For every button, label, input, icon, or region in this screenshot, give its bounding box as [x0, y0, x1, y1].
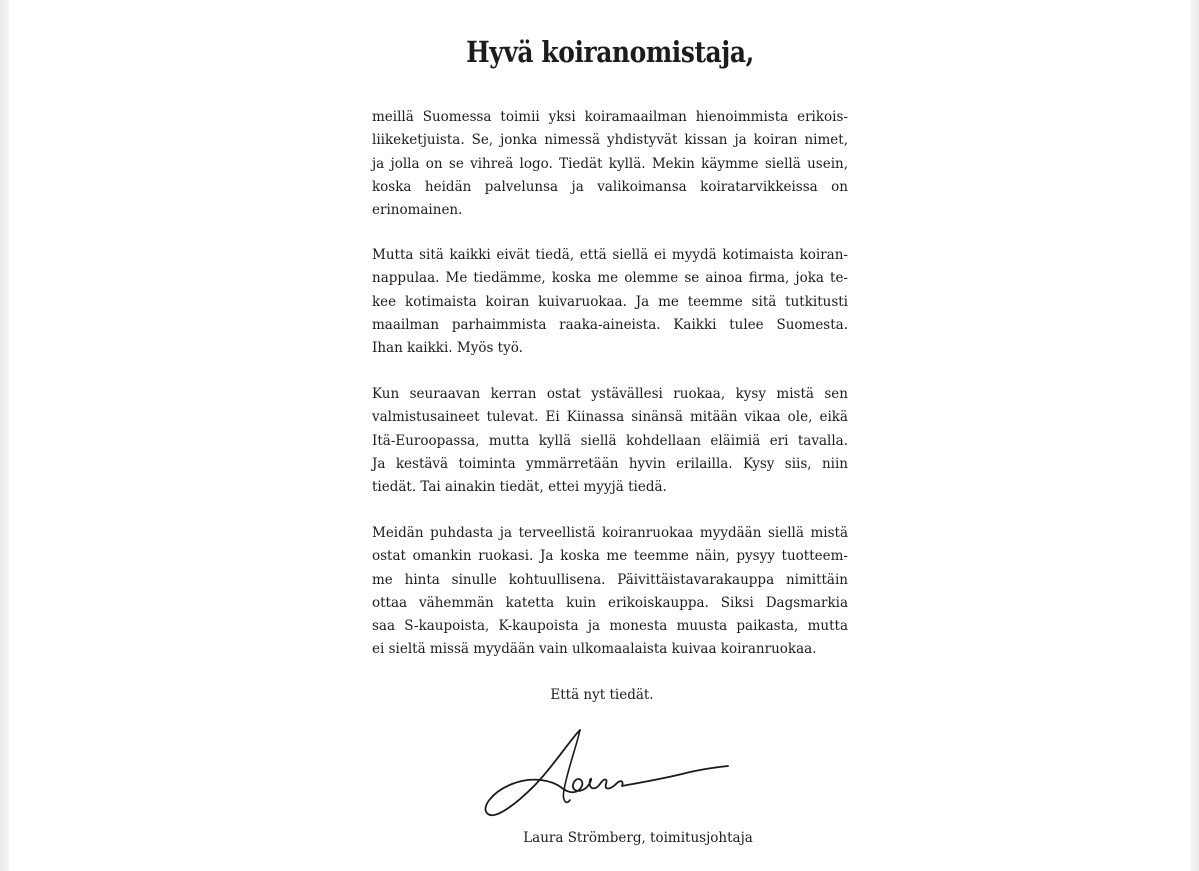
- paragraph-line: meillä Suomessa toimii yksi koiramaailman hienoimmista erikois-: [372, 109, 848, 125]
- paragraph-line: tiedät. Tai ainakin tiedät, ettei myyjä tiedä.: [372, 479, 667, 496]
- paragraph-line: erinomainen.: [372, 202, 463, 219]
- paragraph-3: [372, 383, 848, 499]
- paragraph-line: nappulaa. Me tiedämme, koska me olemme se ainoa firma, joka te-: [372, 270, 848, 287]
- paragraph-line: ottaa vähemmän katetta kuin erikoiskauppa. Siksi Dagsmarkia: [372, 594, 848, 611]
- paragraph-line: Meidän puhdasta ja terveellistä koiranruokaa myydään siellä mistä: [372, 525, 848, 541]
- paragraph-line: liikeketjuista. Se, jonka nimessä yhdistyvät kissan ja koiran nimet,: [372, 132, 848, 149]
- paragraph-line: ja jolla on se vihreä logo. Tiedät kyllä. Mekin käymme siellä usein,: [372, 155, 848, 172]
- paragraph-2: [372, 244, 848, 360]
- paragraph-line: kee kotimaista koiran kuivaruokaa. Ja me teemme sitä tutkitusti: [372, 293, 848, 310]
- paragraph-line: ostat omankin ruokasi. Ja koska me teemme näin, pysyy tuotteem-: [372, 548, 848, 565]
- signature-stroke: [485, 730, 728, 815]
- paragraph-4: [372, 522, 848, 662]
- paragraph-line: Itä-Euroopassa, mutta kyllä siellä kohdellaan eläimiä eri tavalla.: [372, 432, 848, 449]
- paragraph-line: valmistusaineet tulevat. Ei Kiinassa sinänsä mitään vikaa ole, eikä: [372, 409, 848, 426]
- closing-line: Että nyt tiedät.: [550, 687, 654, 703]
- paragraph-line: Kun seuraavan kerran ostat ystävällesi ruokaa, kysy mistä sen: [372, 386, 848, 402]
- paragraph-line: Ihan kaikki. Myös työ.: [372, 340, 523, 357]
- document-page: [9, 0, 1190, 871]
- paragraph-line: me hinta sinulle kohtuullisena. Päivittäistavarakauppa nimittäin: [372, 571, 848, 588]
- handwritten-signature: [482, 728, 732, 823]
- page-shadow-left: [0, 0, 9, 871]
- paragraph-line: ei sieltä missä myydään vain ulkomaalaista kuivaa koiranruokaa.: [372, 641, 817, 658]
- paragraph-line: saa S-kaupoista, K-kaupoista ja monesta muusta paikasta, mutta: [372, 618, 848, 635]
- paragraph-line: maailman parhaimmista raaka-aineista. Kaikki tulee Suomesta.: [372, 316, 848, 333]
- signer-name-title: Laura Strömberg, toimitusjohtaja: [523, 830, 753, 846]
- letter-title: Hyvä koiranomistaja,: [466, 35, 754, 69]
- page-shadow-right: [1190, 0, 1199, 871]
- paragraph-1: [372, 106, 848, 222]
- paragraph-line: koska heidän palvelunsa ja valikoimansa koiratarvikkeissa on: [372, 178, 848, 195]
- paragraph-line: Mutta sitä kaikki eivät tiedä, että siellä ei myydä kotimaista koiran-: [372, 247, 848, 263]
- paragraph-line: Ja kestävä toiminta ymmärretään hyvin erilailla. Kysy siis, niin: [372, 455, 848, 472]
